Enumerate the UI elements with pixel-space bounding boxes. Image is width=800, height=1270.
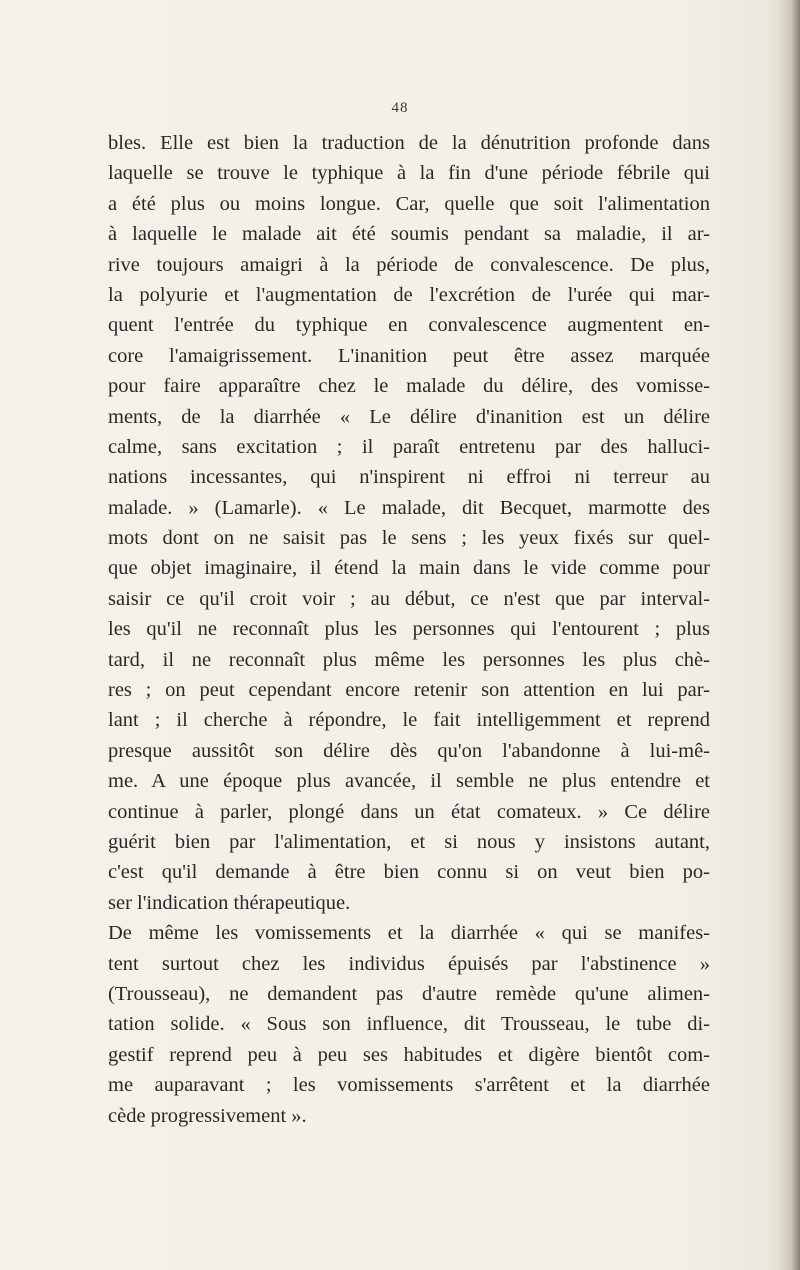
text-line: calme, sans excitation ; il paraît entretenu par des halluci- [108,435,710,458]
text-line: ser l'indication thérapeutique. [108,891,351,914]
text-line: nations incessantes, qui n'inspirent ni effroi ni terreur au [108,466,710,489]
text-line: saisir ce qu'il croit voir ; au début, ce n'est que par interval- [108,587,710,610]
text-line: la polyurie et l'augmentation de l'excrétion de l'urée qui mar- [108,283,710,306]
body-text [108,128,710,1131]
text-line: rive toujours amaigri à la période de convalescence. De plus, [108,253,710,276]
text-line: presque aussitôt son délire dès qu'on l'abandonne à lui-mê- [108,739,710,762]
text-line: tation solide. « Sous son influence, dit Trousseau, le tube di- [108,1013,710,1036]
text-line: que objet imaginaire, il étend la main dans le vide comme pour [108,557,710,580]
text-line: res ; on peut cependant encore retenir son attention en lui par- [108,679,710,702]
text-line: les qu'il ne reconnaît plus les personnes qui l'entourent ; plus [108,618,710,641]
text-line: tard, il ne reconnaît plus même les personnes les plus chè- [108,648,710,671]
text-line: c'est qu'il demande à être bien connu si on veut bien po- [108,861,710,884]
text-line: (Trousseau), ne demandent pas d'autre remède qu'une alimen- [108,982,710,1005]
text-line: mots dont on ne saisit pas le sens ; les yeux fixés sur quel- [108,527,710,550]
text-line: pour faire apparaître chez le malade du délire, des vomisse- [108,375,710,398]
text-line: lant ; il cherche à répondre, le fait intelligemment et reprend [108,709,710,732]
text-line: malade. » (Lamarle). « Le malade, dit Becquet, marmotte des [108,496,710,519]
page-number: 48 [391,100,409,116]
text-line: bles. Elle est bien la traduction de la dénutrition profonde dans [108,132,710,154]
text-line: De même les vomissements et la diarrhée « qui se manifes- [108,922,710,945]
text-line: me. A une époque plus avancée, il semble ne plus entendre et [108,770,710,793]
text-line: à laquelle le malade ait été soumis pendant sa maladie, il ar- [108,223,710,246]
text-line: ments, de la diarrhée « Le délire d'inanition est un délire [108,405,710,428]
text-line: gestif reprend peu à peu ses habitudes et digère bientôt com- [108,1043,710,1066]
text-line: continue à parler, plongé dans un état comateux. » Ce délire [108,800,710,823]
text-line: guérit bien par l'alimentation, et si nous y insistons autant, [108,830,710,853]
text-line: tent surtout chez les individus épuisés par l'abstinence » [108,952,710,975]
text-line: a été plus ou moins longue. Car, quelle que soit l'alimentation [108,192,710,215]
text-line: core l'amaigrissement. L'inanition peut être assez marquée [108,344,710,367]
page-edge-shadow [778,0,800,1270]
text-line: me auparavant ; les vomissements s'arrêtent et la diarrhée [108,1074,710,1097]
text-line: cède progressivement ». [108,1104,307,1127]
text-line: quent l'entrée du typhique en convalescence augmentent en- [108,314,710,337]
text-line: laquelle se trouve le typhique à la fin d'une période fébrile qui [108,162,710,185]
